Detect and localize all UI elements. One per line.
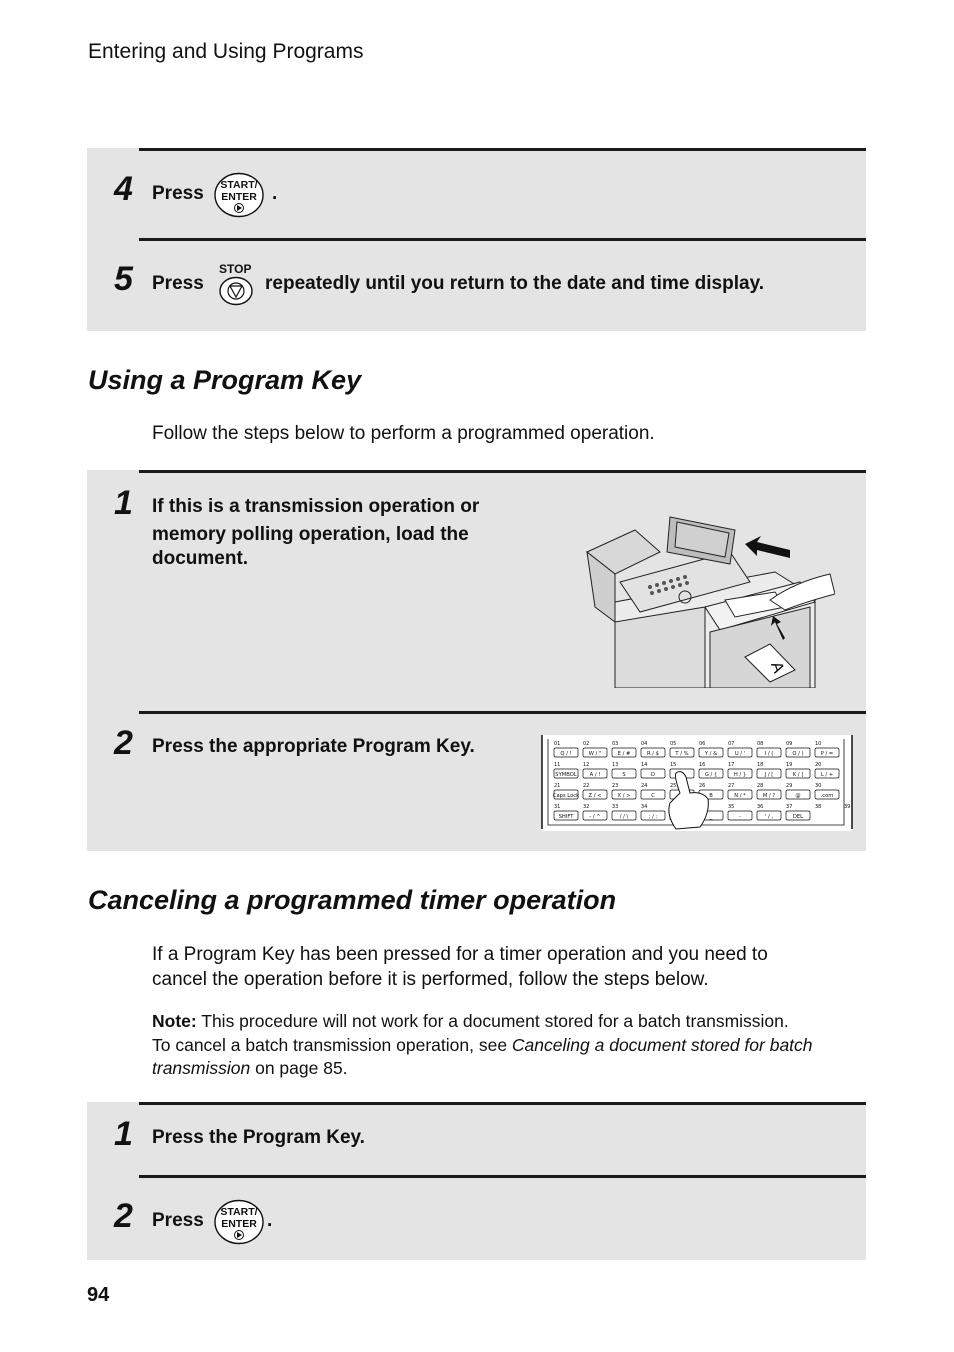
svg-text:ENTER: ENTER bbox=[221, 1218, 257, 1230]
running-header: Entering and Using Programs bbox=[88, 40, 364, 63]
program-key-label: L / + bbox=[820, 771, 834, 778]
program-key-label: S bbox=[622, 771, 626, 778]
key-number: 32 bbox=[583, 804, 590, 810]
cancel-paragraph-line: If a Program Key has been pressed for a timer operation and you need to bbox=[152, 944, 768, 965]
page-number: 94 bbox=[87, 1284, 110, 1306]
key-number: 13 bbox=[612, 762, 619, 768]
program-key-label: ; / : bbox=[648, 813, 658, 820]
section-title: Canceling a programmed timer operation bbox=[88, 885, 617, 915]
step-rule bbox=[139, 238, 866, 241]
key-number: 08 bbox=[757, 741, 764, 747]
key-number: 15 bbox=[670, 762, 677, 768]
program-key-label: K / ] bbox=[792, 771, 804, 778]
key-number: 25 bbox=[670, 783, 677, 789]
key-number: 34 bbox=[641, 804, 648, 810]
svg-text:START/: START/ bbox=[220, 179, 258, 191]
step-rule bbox=[139, 148, 866, 151]
key-number: 30 bbox=[815, 783, 822, 789]
program-key-label: A / ! bbox=[589, 771, 601, 778]
program-key-label: / / \ bbox=[619, 813, 629, 820]
step-number: 2 bbox=[114, 724, 133, 762]
step-text-line: If this is a transmission operation or bbox=[152, 496, 480, 517]
program-key-label: B bbox=[709, 792, 713, 799]
program-key-label: - / ^ bbox=[589, 813, 601, 820]
step-rule bbox=[139, 470, 866, 473]
step-number: 1 bbox=[114, 484, 133, 522]
note-paragraph bbox=[152, 1010, 862, 1081]
note-text: To cancel a batch transmission operation, see bbox=[152, 1034, 512, 1055]
key-number: 37 bbox=[786, 804, 793, 810]
step-text: Press bbox=[152, 1210, 204, 1231]
step-text-line: document. bbox=[152, 548, 249, 569]
key-number: 14 bbox=[641, 762, 648, 768]
key-number: 21 bbox=[554, 783, 561, 789]
key-number: 07 bbox=[728, 741, 735, 747]
key-number: 23 bbox=[612, 783, 619, 789]
note-text: on page 85. bbox=[250, 1058, 348, 1078]
stop-button-icon bbox=[218, 276, 254, 306]
step-rule bbox=[139, 1175, 866, 1178]
key-number: 11 bbox=[554, 762, 561, 768]
key-number: 01 bbox=[554, 741, 561, 747]
key-number: 17 bbox=[728, 762, 735, 768]
note-label: Note: bbox=[152, 1011, 197, 1031]
step-text: Press bbox=[152, 183, 204, 204]
program-key-label: J / [ bbox=[764, 771, 774, 778]
step-number: 4 bbox=[114, 170, 133, 208]
step-number: 5 bbox=[114, 260, 133, 298]
program-key-label: E / # bbox=[617, 750, 631, 757]
svg-text:A: A bbox=[767, 659, 787, 676]
intro-paragraph: Follow the steps below to perform a programmed operation. bbox=[152, 423, 655, 444]
program-key-label: @ bbox=[795, 792, 801, 799]
program-key-label: ' / , bbox=[764, 813, 774, 820]
program-key-label: X / > bbox=[617, 792, 631, 799]
step-text-line: memory polling operation, load the bbox=[152, 524, 469, 545]
svg-text:ENTER: ENTER bbox=[221, 191, 257, 203]
key-number: 04 bbox=[641, 741, 648, 747]
fax-machine-illustration bbox=[585, 512, 835, 688]
key-number: 22 bbox=[583, 783, 590, 789]
program-key-label: C bbox=[651, 792, 655, 799]
program-key-label: P / = bbox=[820, 750, 834, 757]
key-number: 31 bbox=[554, 804, 561, 810]
program-key-label: U / ' bbox=[734, 750, 746, 757]
program-key-label: O / ) bbox=[792, 750, 804, 757]
key-number: 35 bbox=[728, 804, 735, 810]
start-enter-button-icon bbox=[213, 172, 265, 218]
note-text: This procedure will not work for a document stored for a batch transmission. bbox=[196, 1011, 789, 1031]
step-end-period: . bbox=[272, 183, 278, 204]
step-text: Press the appropriate Program Key. bbox=[152, 736, 475, 757]
program-key-label: I / ( bbox=[764, 750, 774, 757]
key-number: 10 bbox=[815, 741, 822, 747]
key-number: 03 bbox=[612, 741, 619, 747]
stop-label: STOP bbox=[219, 262, 252, 276]
program-key-label: - bbox=[739, 813, 741, 820]
step-number: 1 bbox=[114, 1115, 133, 1153]
key-number: 09 bbox=[786, 741, 793, 747]
step-text: repeatedly until you return to the date and time display. bbox=[265, 273, 765, 294]
program-key-label: SHIFT bbox=[558, 813, 574, 820]
key-number: 19 bbox=[786, 762, 793, 768]
key-number: 12 bbox=[583, 762, 590, 768]
start-enter-button-icon bbox=[213, 1199, 265, 1245]
step-number: 2 bbox=[114, 1197, 133, 1235]
program-key-label: H / } bbox=[733, 771, 747, 778]
cancel-paragraph-line: cancel the operation before it is performed, follow the steps below. bbox=[152, 969, 709, 990]
svg-text:START/: START/ bbox=[220, 1206, 258, 1218]
program-key-label: Q / ! bbox=[560, 750, 572, 757]
key-number: 20 bbox=[815, 762, 822, 768]
section-title: Using a Program Key bbox=[88, 365, 362, 395]
step-text: Press bbox=[152, 273, 204, 294]
program-key-label: DEL bbox=[792, 813, 804, 820]
key-number: 29 bbox=[786, 783, 793, 789]
key-number: 24 bbox=[641, 783, 648, 789]
step-text: Press the Program Key. bbox=[152, 1127, 365, 1148]
program-key-label: _ bbox=[709, 813, 713, 820]
key-number: 39 bbox=[844, 804, 851, 810]
program-key-label: SYMBOL bbox=[555, 771, 577, 778]
step-rule bbox=[139, 1102, 866, 1105]
program-key-label: .com bbox=[820, 792, 834, 799]
program-key-label: M / ? bbox=[762, 792, 776, 799]
key-number: 27 bbox=[728, 783, 735, 789]
key-number: 05 bbox=[670, 741, 677, 747]
step-end-period: . bbox=[267, 1210, 273, 1231]
program-key-label: W / " bbox=[588, 750, 602, 757]
cancel-steps-box bbox=[87, 1102, 866, 1260]
program-key-label: G / { bbox=[704, 771, 718, 778]
step-rule bbox=[139, 711, 866, 714]
program-key-label: N / * bbox=[734, 792, 746, 799]
program-key-label: Caps Lock bbox=[552, 792, 580, 799]
program-keypad-illustration bbox=[540, 733, 854, 833]
program-key-label: Y / & bbox=[704, 750, 718, 757]
key-number: 36 bbox=[757, 804, 764, 810]
program-key-label: D bbox=[651, 771, 655, 778]
key-number: 28 bbox=[757, 783, 764, 789]
note-cross-reference: Canceling a document stored for batch transmission bbox=[152, 1034, 813, 1078]
program-key-label: Z / < bbox=[588, 792, 602, 799]
key-number: 16 bbox=[699, 762, 706, 768]
key-number: 06 bbox=[699, 741, 706, 747]
key-number: 38 bbox=[815, 804, 822, 810]
program-key-label: R / $ bbox=[647, 750, 659, 757]
key-number: 02 bbox=[583, 741, 590, 747]
key-number: 33 bbox=[612, 804, 619, 810]
key-number: 26 bbox=[699, 783, 706, 789]
program-key-label: T / % bbox=[675, 750, 689, 757]
key-number: 18 bbox=[757, 762, 764, 768]
